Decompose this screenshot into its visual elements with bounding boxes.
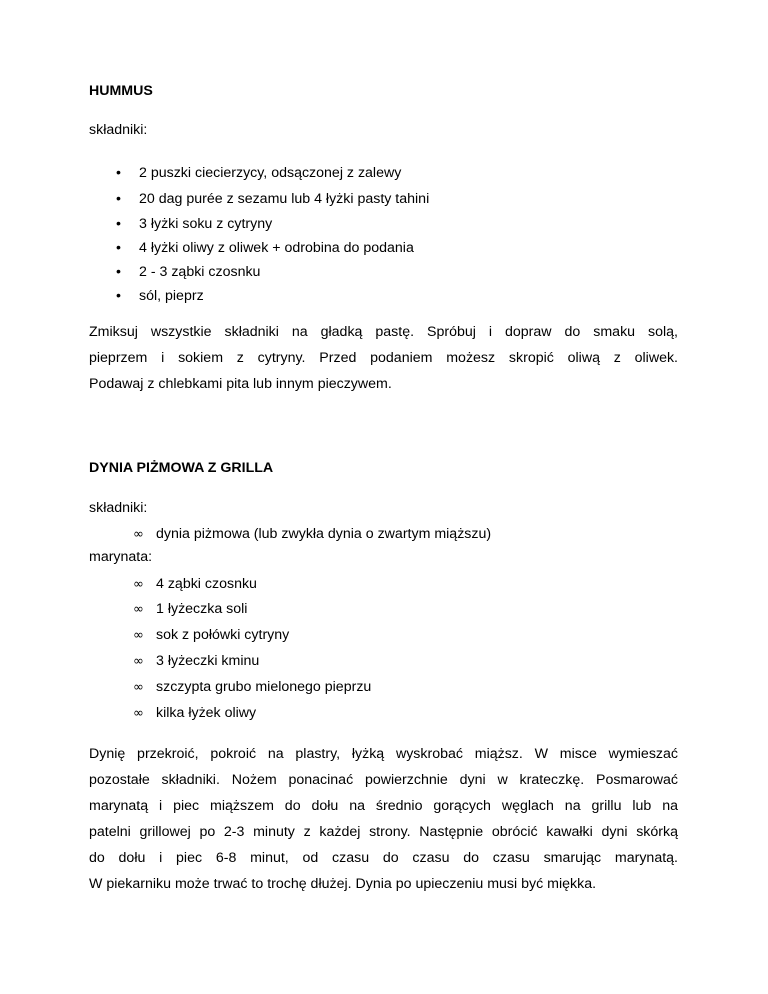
recipe-title-dynia: DYNIA PIŻMOWA Z GRILLA (89, 460, 274, 476)
bullet-icon: • (116, 288, 121, 304)
bullet-icon: • (116, 264, 121, 280)
infinity-bullet-icon: ∞ (133, 680, 144, 695)
infinity-bullet-icon: ∞ (133, 654, 144, 669)
marinade-label: marynata: (89, 549, 153, 565)
ingredients-label: składniki: (89, 500, 148, 516)
recipe-title-hummus: HUMMUS (89, 83, 153, 99)
infinity-bullet-icon: ∞ (133, 602, 144, 617)
infinity-bullet-icon: ∞ (133, 628, 144, 643)
bullet-icon: • (116, 240, 121, 256)
instructions-paragraph: Zmiksuj wszystkie składniki na gładką pastę. Spróbuj i dopraw do smaku solą, pieprzem i sokiem z cytryny. Przed podaniem możesz skropić oliwą z oliwek. Podawaj z chlebkami pita lub innym pieczywem. (89, 324, 678, 392)
bullet-icon: • (116, 216, 121, 232)
bullet-icon: • (116, 165, 121, 181)
infinity-bullet-icon: ∞ (133, 706, 144, 721)
infinity-bullet-icon: ∞ (133, 577, 144, 592)
infinity-bullet-icon: ∞ (133, 527, 144, 542)
document-page: HUMMUS składniki: • 2 puszki ciecierzycy, odsączonej z zalewy • 20 dag purée z sezamu lub 4 łyżki pasty tahini • 3 łyżki soku z cytryny • 4 łyżki oliwy z oliwek + odrobina do podania • 2 - 3 ząbki czosnku • sól, pieprz Zmiksuj wszystkie składniki na gładką pastę. Spróbuj i dopraw do smaku solą, pieprzem i sokiem z cytryny. Przed podaniem możesz skropić oliwą z oliwek. Podawaj z chlebkami pita lub innym pieczywem. DYNIA PIŻMOWA Z GRILLA składniki: ∞ dynia piżmowa (lub zwykła dynia o zwartym miąższu) marynata: ∞ 4 ząbki czosnku ∞ 1 łyżeczka soli ∞ sok z połówki cytryny ∞ 3 łyżeczki kminu ∞ szczypta grubo mielonego pieprzu ∞ kilka łyżek oliwy Dynię przekroić, pokroić na plastry, łyżką wyskrobać miąższ. W misce wymieszać pozostałe składniki. Nożem ponacinać powierzchnie dyni w krateczkę. Posmarować marynatą i piec miąższem do dołu na średnio gorących węglach na grillu lub na patelni grillowej po 2-3 minuty z każdej strony. Następnie obrócić kawałki dyni skórką do dołu i piec 6-8 minut, od czasu do czasu do czasu smarując marynatą. W piekarniku może trwać to trochę dłużej. Dynia po upieczeniu musi być miękka. (0, 0, 768, 994)
bullet-icon: • (116, 191, 121, 207)
instructions-paragraph: Dynię przekroić, pokroić na plastry, łyżką wyskrobać miąższ. W misce wymieszać pozostałe składniki. Nożem ponacinać powierzchnie dyni w krateczkę. Posmarować marynatą i piec miąższem do dołu na średnio gorących węglach na grillu lub na patelni grillowej po 2-3 minuty z każdej strony. Następnie obrócić kawałki dyni skórką do dołu i piec 6-8 minut, od czasu do czasu do czasu smarując marynatą. W piekarniku może trwać to trochę dłużej. Dynia po upieczeniu musi być miękka. (89, 746, 678, 892)
ingredients-label: składniki: (89, 122, 148, 138)
